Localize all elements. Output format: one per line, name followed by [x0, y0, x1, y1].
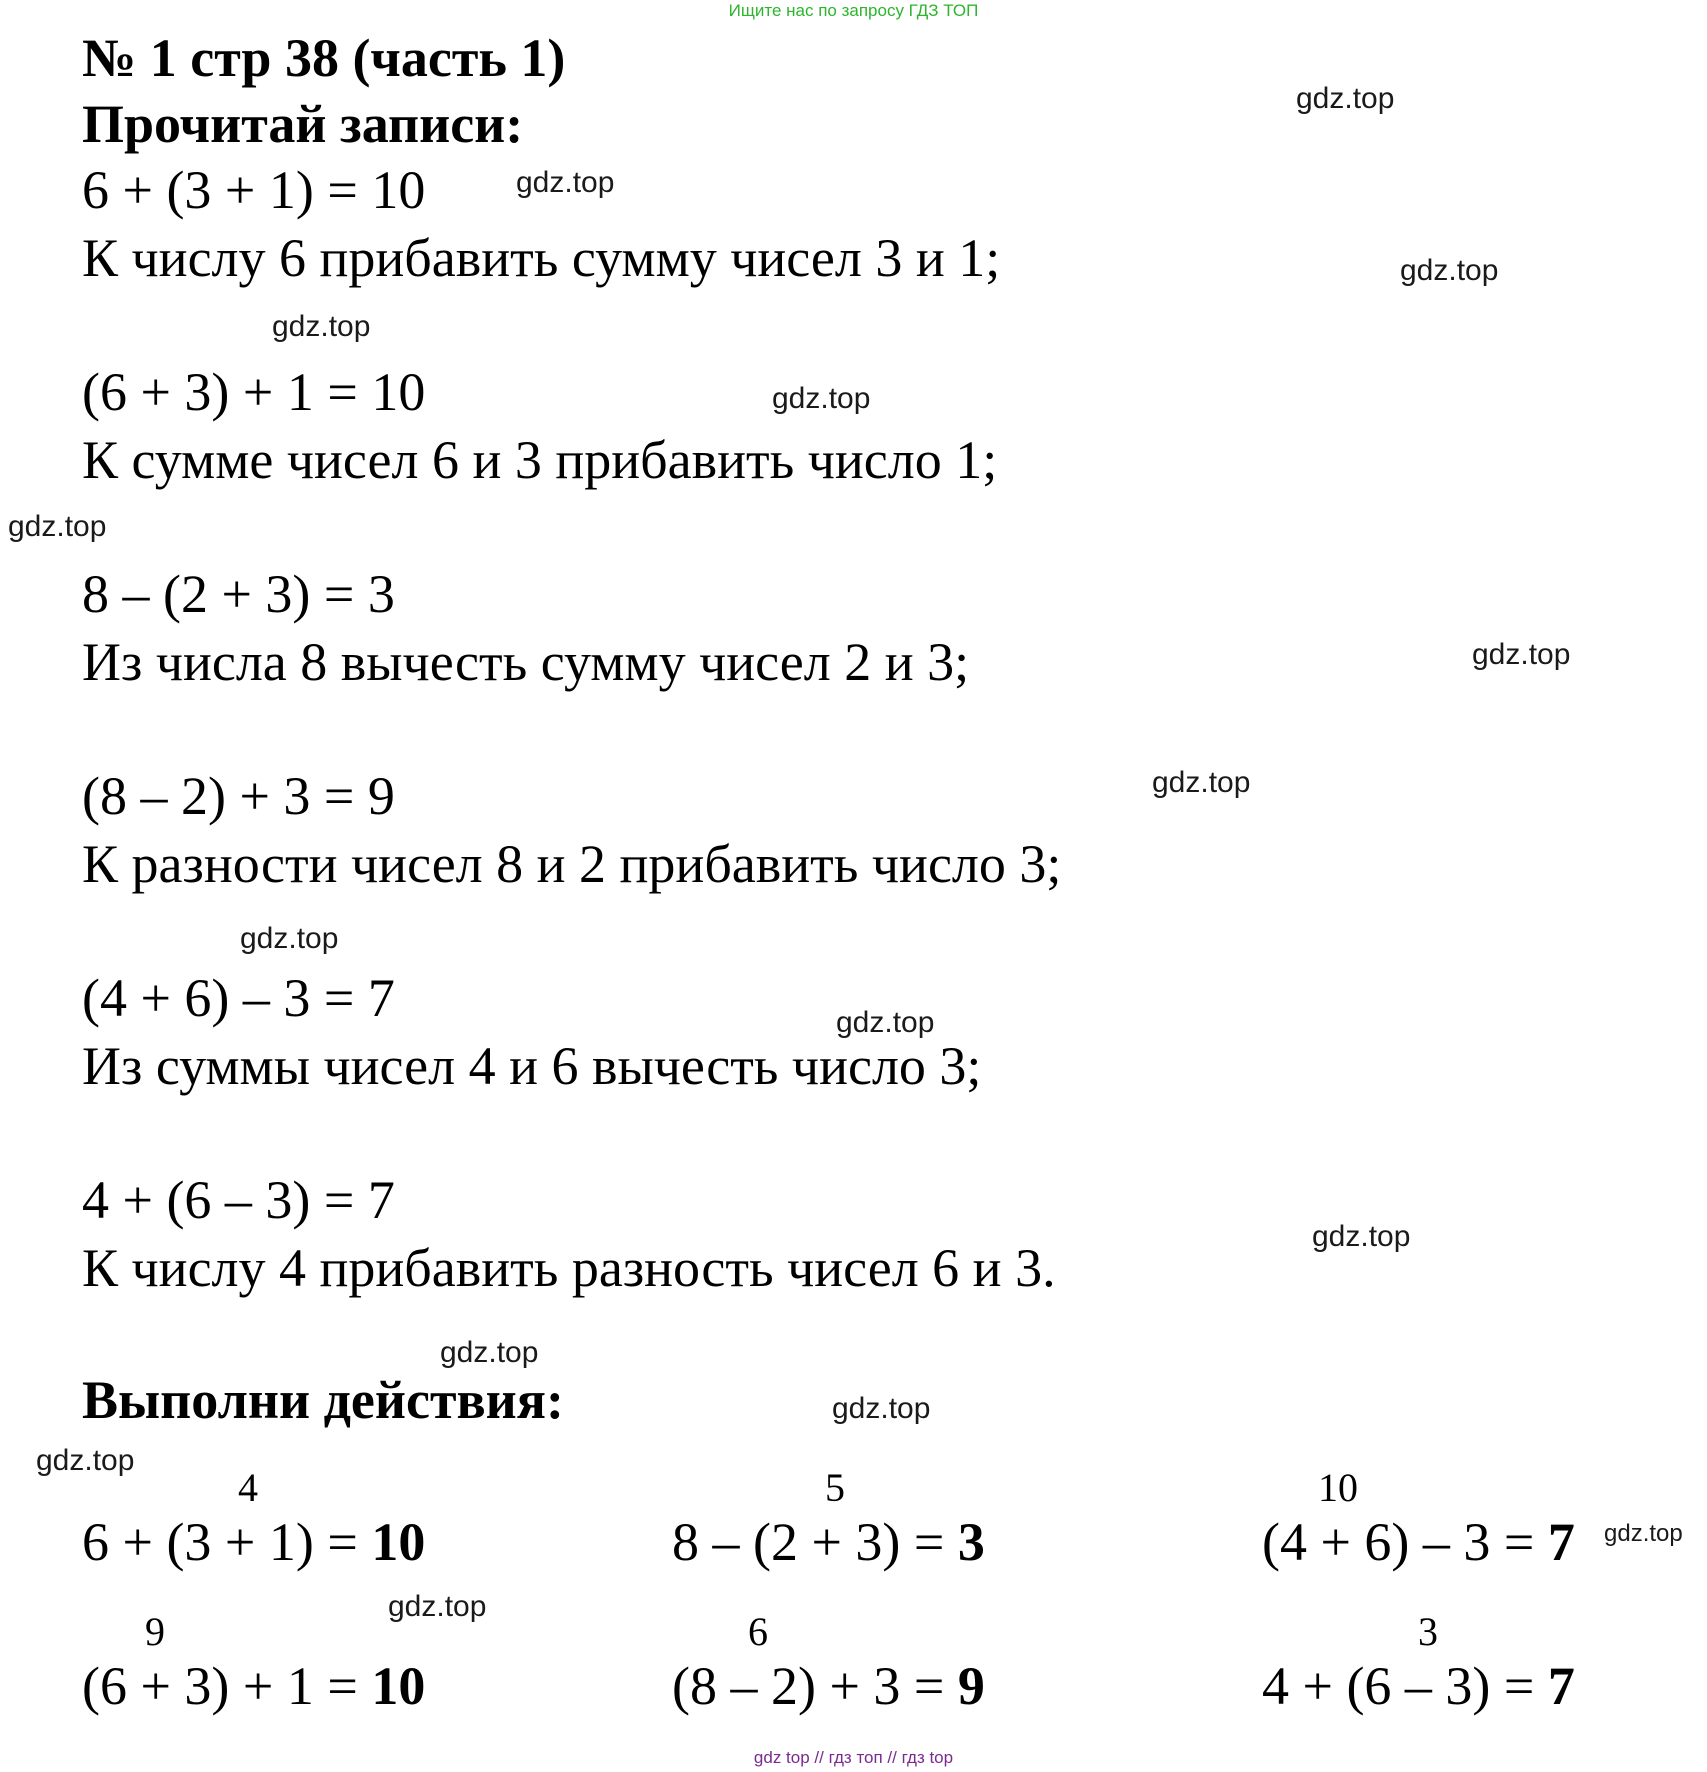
- reading-expr-1: 6 + (3 + 1) = 10: [82, 160, 426, 220]
- reading-text-4: К разности чисел 8 и 2 прибавить число 3;: [82, 834, 1062, 894]
- watermark: gdz.top: [1312, 1220, 1411, 1253]
- action-2: [672, 1512, 985, 1572]
- action-result-3: 7: [1547, 1512, 1575, 1572]
- section-heading-compute: Выполни действия:: [82, 1370, 564, 1430]
- reading-text-3: Из числа 8 вычесть сумму чисел 2 и 3;: [82, 632, 970, 692]
- watermark: gdz.top: [272, 310, 371, 343]
- reading-text-2: К сумме чисел 6 и 3 прибавить число 1;: [82, 430, 998, 490]
- action-expr-1: 6 + (3 + 1) =: [82, 1512, 372, 1572]
- watermark: gdz.top: [1604, 1520, 1683, 1547]
- intermediate-value-5: 6: [748, 1609, 768, 1654]
- intermediate-value-1: 4: [238, 1465, 258, 1510]
- action-expr-5: (8 – 2) + 3 =: [672, 1656, 958, 1716]
- watermark: gdz.top: [1472, 638, 1571, 671]
- watermark: gdz.top: [440, 1336, 539, 1369]
- action-expr-2: 8 – (2 + 3) =: [672, 1512, 958, 1572]
- reading-expr-2: (6 + 3) + 1 = 10: [82, 362, 426, 422]
- action-result-4: 10: [371, 1656, 426, 1716]
- watermark: gdz.top: [1152, 766, 1251, 799]
- action-result-2: 3: [957, 1512, 985, 1572]
- reading-expr-3: 8 – (2 + 3) = 3: [82, 564, 395, 624]
- action-result-6: 7: [1547, 1656, 1575, 1716]
- watermark: gdz.top: [388, 1590, 487, 1623]
- action-6: [1262, 1656, 1575, 1716]
- reading-text-6: К числу 4 прибавить разность чисел 6 и 3.: [82, 1238, 1056, 1298]
- action-expr-3: (4 + 6) – 3 =: [1262, 1512, 1548, 1572]
- reading-expr-4: (8 – 2) + 3 = 9: [82, 766, 395, 826]
- reading-expr-6: 4 + (6 – 3) = 7: [82, 1170, 395, 1230]
- watermark: gdz.top: [8, 510, 107, 543]
- watermark: gdz.top: [772, 382, 871, 415]
- intermediate-value-3: 10: [1318, 1465, 1358, 1510]
- action-expr-4: (6 + 3) + 1 =: [82, 1656, 372, 1716]
- action-expr-6: 4 + (6 – 3) =: [1262, 1656, 1548, 1716]
- action-result-1: 10: [371, 1512, 426, 1572]
- top-banner: Ищите нас по запросу ГДЗ ТОП: [728, 1, 979, 20]
- watermark: gdz.top: [832, 1392, 931, 1425]
- page-title: № 1 стр 38 (часть 1): [82, 28, 566, 88]
- action-4: [82, 1656, 425, 1716]
- watermark: gdz.top: [240, 922, 339, 955]
- intermediate-value-2: 5: [825, 1465, 845, 1510]
- intermediate-value-6: 3: [1418, 1609, 1438, 1654]
- action-3: [1262, 1512, 1575, 1572]
- action-result-5: 9: [957, 1656, 985, 1716]
- action-5: [672, 1656, 985, 1716]
- watermark: gdz.top: [36, 1444, 135, 1477]
- watermark: gdz.top: [516, 166, 615, 199]
- reading-text-5: Из суммы чисел 4 и 6 вычесть число 3;: [82, 1036, 982, 1096]
- intermediate-value-4: 9: [145, 1609, 165, 1654]
- watermark: gdz.top: [1296, 82, 1395, 115]
- watermark: gdz.top: [1400, 254, 1499, 287]
- watermark: gdz.top: [836, 1006, 935, 1039]
- reading-expr-5: (4 + 6) – 3 = 7: [82, 968, 395, 1028]
- footer: gdz top // гдз топ // гдз top: [753, 1748, 954, 1767]
- action-1: [82, 1512, 425, 1572]
- reading-text-1: К числу 6 прибавить сумму чисел 3 и 1;: [82, 228, 1001, 288]
- section-heading-read: Прочитай записи:: [82, 94, 524, 154]
